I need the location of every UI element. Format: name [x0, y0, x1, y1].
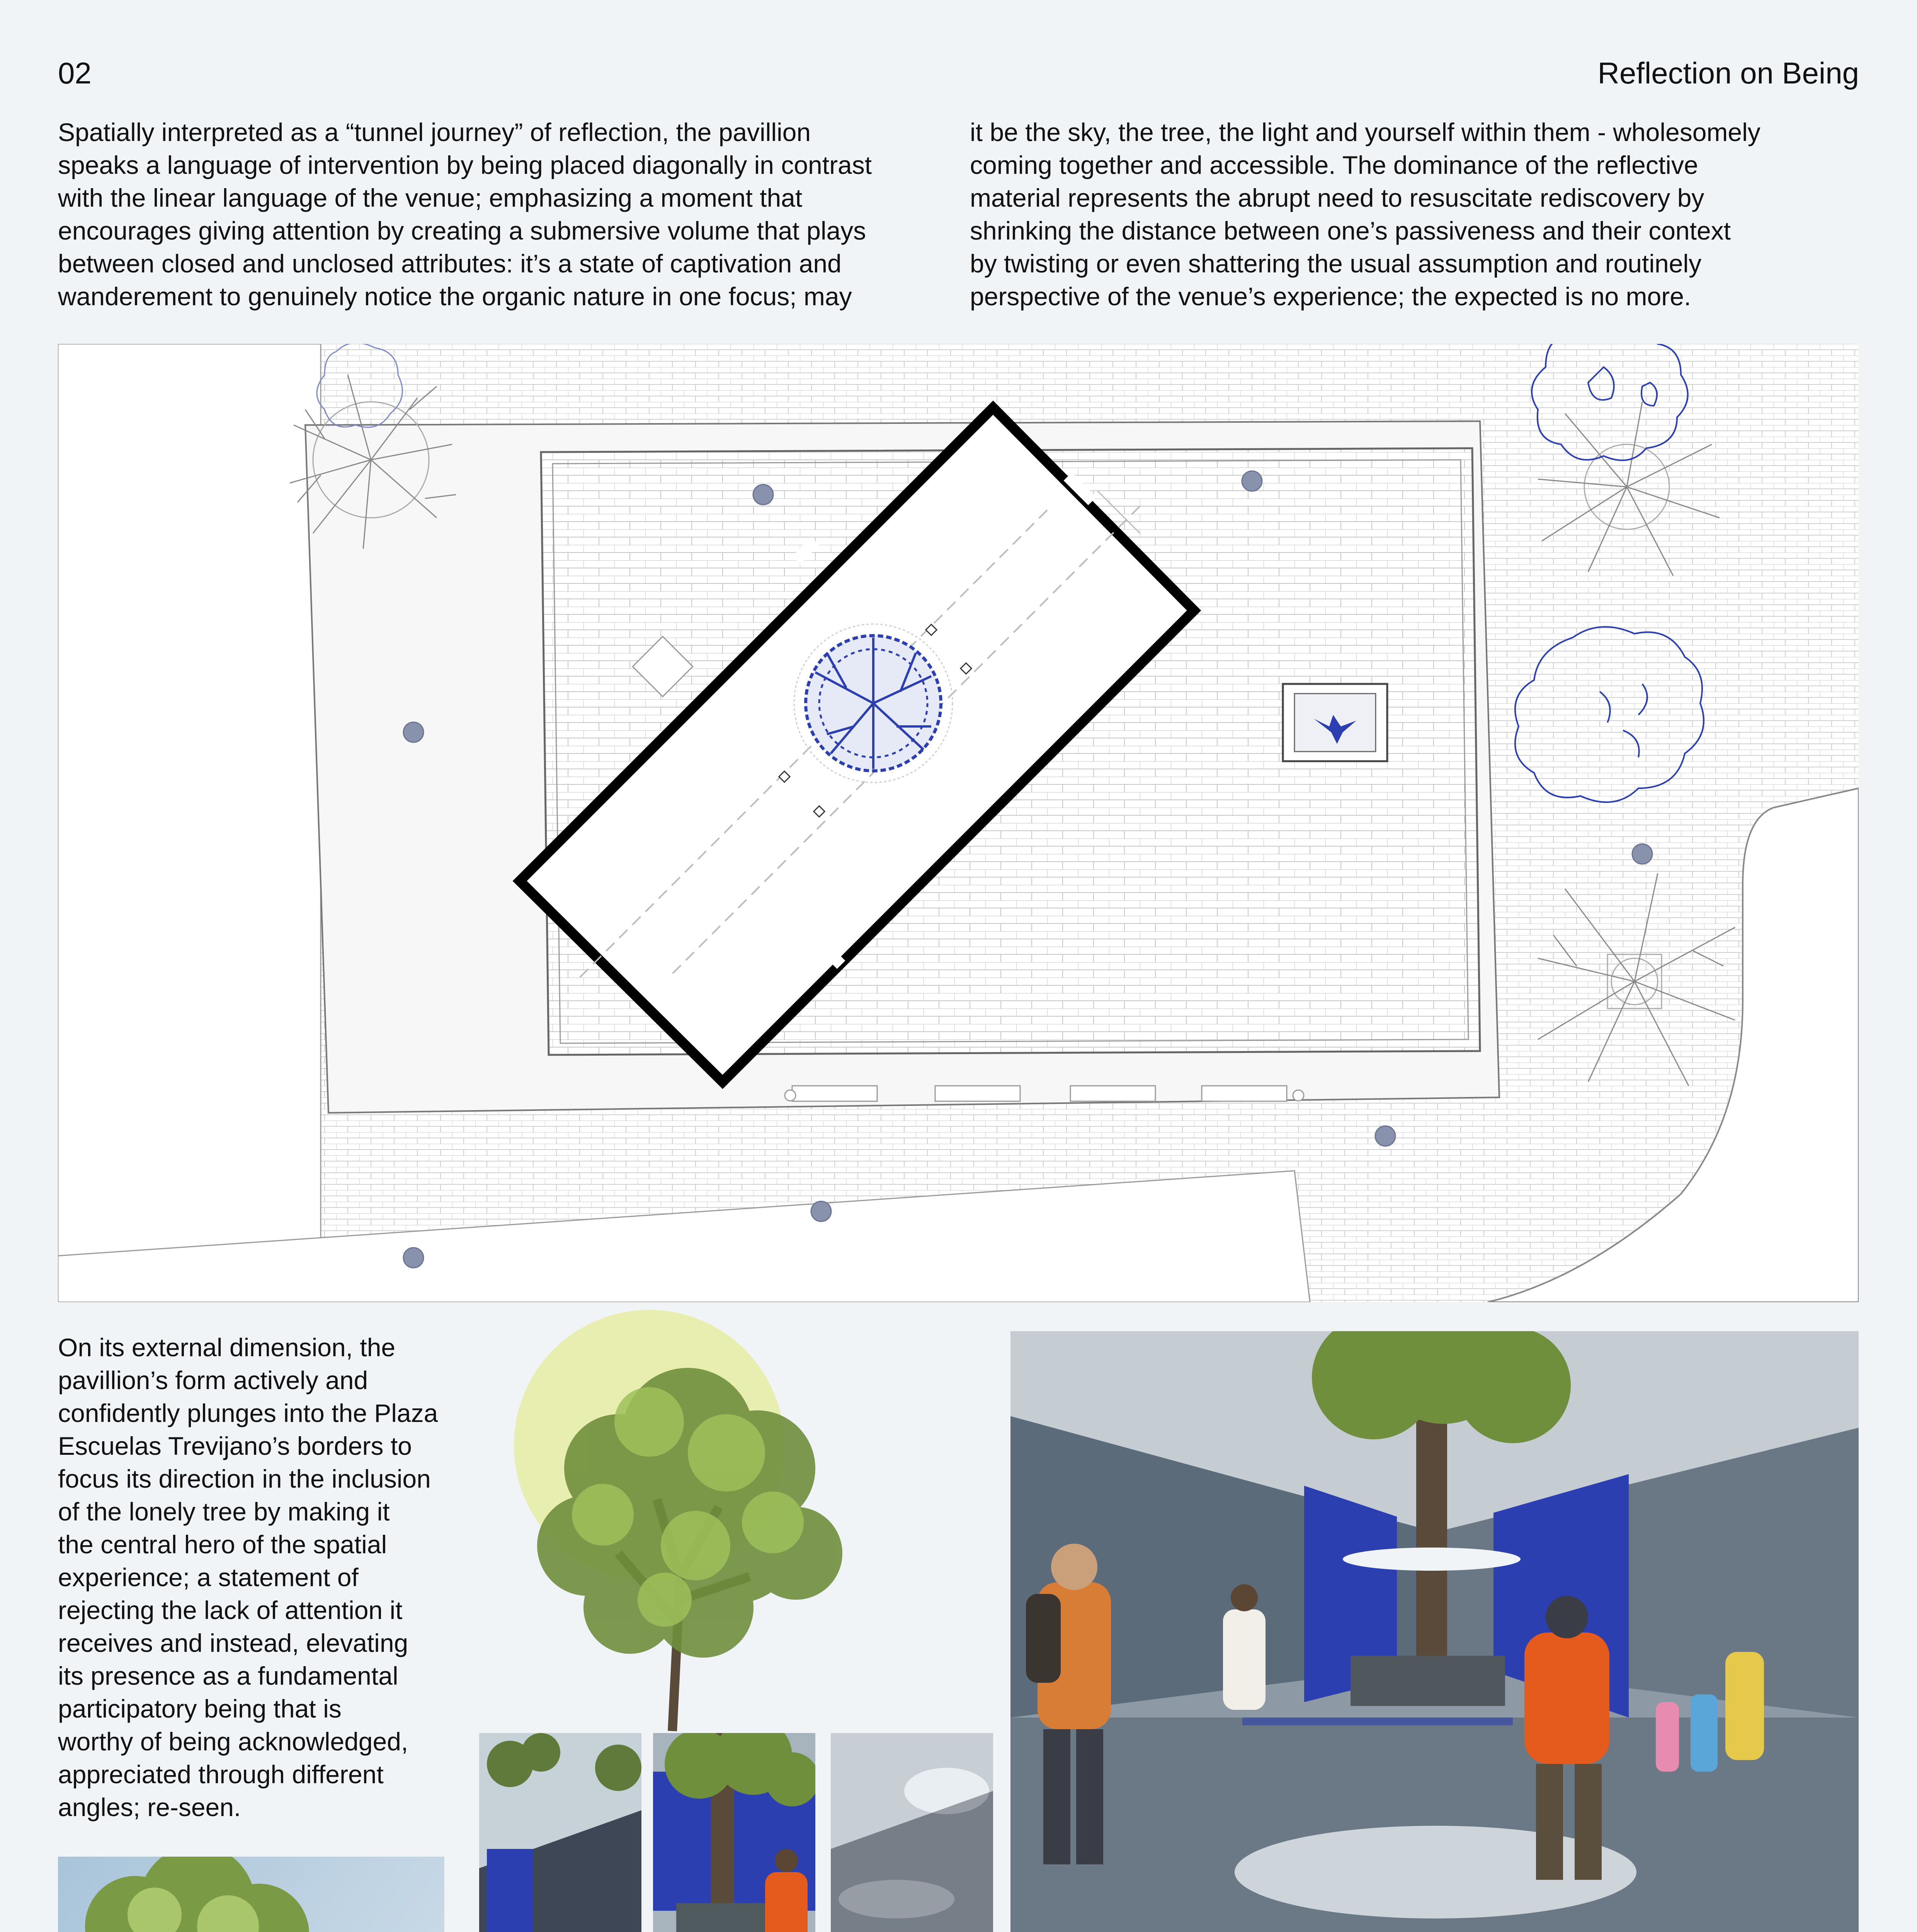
text-line: wanderement to genuinely notice the organic nature in one focus; may: [58, 282, 852, 311]
intro-column-2: [970, 116, 1859, 313]
text-line: of the lonely tree by making it: [58, 1497, 390, 1526]
text-line: focus its direction in the inclusion: [58, 1464, 431, 1493]
text-line: perspective of the venue’s experience; the expected is no more.: [970, 282, 1691, 311]
text-line: by twisting or even shattering the usual assumption and routinely: [970, 249, 1702, 278]
intro-column-1: [58, 116, 947, 313]
text-line: angles; re-seen.: [58, 1793, 241, 1821]
text-line: participatory being that is: [58, 1694, 342, 1723]
text-line: coming together and accessible. The dominance of the reflective: [970, 151, 1698, 179]
text-line: pavillion’s form actively and: [58, 1366, 368, 1395]
text-line: the central hero of the spatial: [58, 1530, 387, 1559]
text-line: receives and instead, elevating: [58, 1629, 408, 1657]
text-line: Escuelas Trevijano’s borders to: [58, 1432, 412, 1460]
text-line: its presence as a fundamental: [58, 1662, 398, 1690]
site-plan: [58, 344, 1859, 1302]
text-line: it be the sky, the tree, the light and yourself within them - wholesomely: [970, 118, 1761, 146]
page-title: Reflection on Being: [1597, 56, 1859, 90]
external-dimension-text: [58, 1331, 483, 1824]
page-number: 02: [58, 56, 92, 90]
text-line: shrinking the distance between one’s passiveness and their context: [970, 216, 1731, 245]
text-line: experience; a statement of: [58, 1563, 359, 1592]
text-line: between closed and unclosed attributes: it’s a state of captivation and: [58, 249, 842, 278]
facade-illustration: [58, 1857, 850, 1932]
text-line: material represents the abrupt need to resuscitate rediscovery by: [970, 184, 1704, 212]
bird-sculpture-icon: [1283, 684, 1387, 761]
render-panel-3: [831, 1733, 993, 1932]
text-line: appreciated through different: [58, 1760, 384, 1789]
text-line: Spatially interpreted as a “tunnel journey” of reflection, the pavillion: [58, 118, 811, 146]
text-line: confidently plunges into the Plaza: [58, 1399, 438, 1427]
interior-render: [1010, 1331, 1859, 1932]
text-line: On its external dimension, the: [58, 1333, 396, 1362]
text-line: rejecting the lack of attention it: [58, 1596, 403, 1624]
text-line: with the linear language of the venue; emphasizing a moment that: [58, 184, 803, 212]
text-line: encourages giving attention by creating a submersive volume that plays: [58, 216, 866, 245]
text-line: speaks a language of intervention by being placed diagonally in contrast: [58, 151, 872, 179]
text-line: worthy of being acknowledged,: [58, 1727, 408, 1756]
